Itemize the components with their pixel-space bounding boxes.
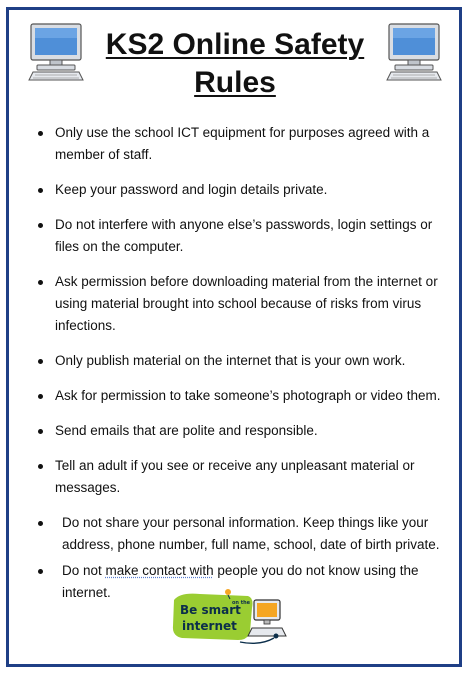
bullet-icon — [38, 569, 43, 574]
rule-text: Tell an adult if you see or receive any unpleasant material or messages. — [55, 458, 415, 495]
rule-item — [27, 512, 442, 556]
rule-text-end: people you do not know using the internet. — [62, 563, 419, 600]
rule-text: Keep your password and login details private. — [55, 182, 328, 197]
computer-icon — [25, 20, 87, 82]
rule-text: Do not interfere with anyone else’s passwords, login settings or files on the computer. — [55, 217, 433, 254]
rule-item — [27, 385, 442, 407]
bullet-icon — [38, 464, 43, 469]
title-line-2: Rules — [194, 66, 276, 99]
rule-text: Send emails that are polite and responsible. — [55, 423, 318, 438]
rules-list — [27, 122, 442, 604]
logo-line-1: Be smart — [180, 603, 241, 617]
computer-icon — [383, 20, 445, 82]
bullet-icon — [38, 131, 43, 136]
rule-text: Ask for permission to take someone’s photograph or video them. — [55, 388, 441, 403]
logo-small-text: on the — [232, 600, 251, 606]
be-smart-logo — [170, 586, 288, 646]
page-title — [100, 26, 370, 102]
rule-item — [27, 420, 442, 442]
logo-line-2: internet — [182, 619, 237, 633]
bullet-icon — [38, 188, 43, 193]
rule-text: Only use the school ICT equipment for purposes agreed with a member of staff. — [55, 125, 430, 162]
bullet-icon — [38, 429, 43, 434]
rule-item — [27, 350, 442, 372]
rule-text-underlined: make contact with — [105, 563, 214, 578]
rule-text-start: Do not — [62, 563, 106, 578]
rule-item — [27, 271, 442, 337]
bullet-icon — [38, 359, 43, 364]
bullet-icon — [38, 223, 43, 228]
bullet-icon — [38, 280, 43, 285]
rule-text: Ask permission before downloading material from the internet or using material brought into school because of risks from virus infections. — [55, 274, 438, 333]
rule-text: Do not share your personal information. Keep things like your address, phone number, full name, school, date of birth private. — [62, 515, 440, 552]
title-line-1: KS2 Online Safety — [105, 28, 365, 61]
rule-item — [27, 179, 442, 201]
rule-text: Only publish material on the internet that is your own work. — [55, 353, 406, 368]
bullet-icon — [38, 521, 43, 526]
rule-item — [27, 122, 442, 166]
bullet-icon — [38, 394, 43, 399]
rule-item — [27, 214, 442, 258]
rule-item — [27, 455, 442, 499]
